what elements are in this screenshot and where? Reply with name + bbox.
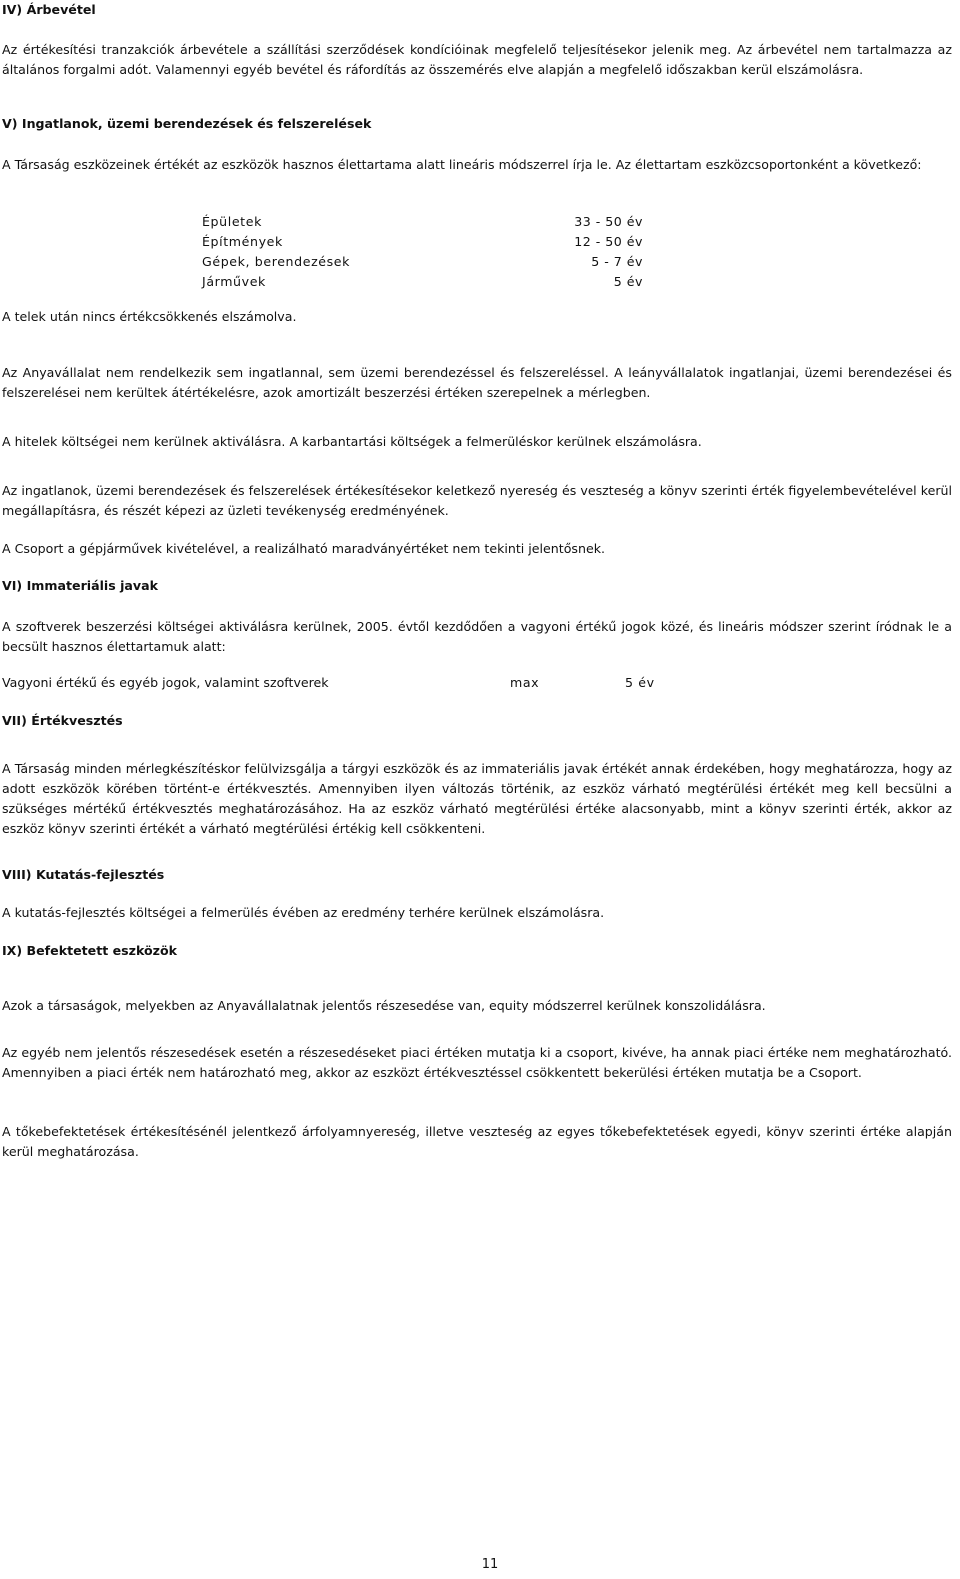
asset-name: Épületek bbox=[202, 214, 262, 229]
asset-name: Építmények bbox=[202, 234, 283, 249]
intangibles-row-label: Vagyoni értékű és egyéb jogok, valamint szoftverek bbox=[2, 675, 329, 690]
asset-lifetime: 12 - 50 év bbox=[574, 234, 643, 249]
heading-rnd: VIII) Kutatás-fejlesztés bbox=[2, 867, 165, 882]
asset-name: Járművek bbox=[202, 274, 266, 289]
page-number: 11 bbox=[481, 1557, 499, 1572]
rnd-paragraph-1: A kutatás-fejlesztés költségei a felmerülés évében az eredmény terhére kerülnek elszámolásra. bbox=[2, 905, 605, 920]
heading-property: V) Ingatlanok, üzemi berendezések és felszerelések bbox=[2, 116, 372, 131]
intangibles-row-max: max bbox=[510, 675, 540, 690]
asset-group-lifetimes bbox=[540, 212, 643, 292]
heading-investments: IX) Befektetett eszközök bbox=[2, 943, 178, 958]
property-paragraph-3: Az Anyavállalat nem rendelkezik sem ingatlannal, sem üzemi berendezéssel és felszereléssel. A leányvállalatok ingatlanjai, üzemi berendezései és felszerelései nem kerültek átértékelésre, azok amortizált beszerzési értéken szerepelnek a mérlegben. bbox=[2, 365, 952, 400]
heading-intangibles: VI) Immateriális javak bbox=[2, 578, 159, 593]
intangibles-row-value: 5 év bbox=[625, 675, 655, 690]
asset-name: Gépek, berendezések bbox=[202, 254, 351, 269]
property-paragraph-4: A hitelek költségei nem kerülnek aktiválásra. A karbantartási költségek a felmerüléskor kerülnek elszámolásra. bbox=[2, 434, 702, 449]
investments-paragraph-1: Azok a társaságok, melyekben az Anyavállalatnak jelentős részesedése van, equity módszerrel kerülnek konszolidálásra. bbox=[2, 998, 766, 1013]
asset-lifetime: 5 - 7 év bbox=[591, 254, 643, 269]
property-paragraph-1: A Társaság eszközeinek értékét az eszközök hasznos élettartama alatt lineáris módszerrel írja le. Az élettartam eszközcsoportonként a következő: bbox=[2, 157, 922, 172]
investments-paragraph-3: A tőkebefektetések értékesítésénél jelentkező árfolyamnyereség, illetve veszteség az egyes tőkebefektetések egyedi, könyv szerinti értéke alapján kerül meghatározása. bbox=[2, 1124, 952, 1159]
property-paragraph-5: Az ingatlanok, üzemi berendezések és felszerelések értékesítésekor keletkező nyereség és veszteség a könyv szerinti érték figyelembevételével kerül megállapításra, és részét képezi az üzleti tevékenység eredményének. bbox=[2, 483, 952, 518]
asset-group-names bbox=[202, 212, 350, 292]
impairment-paragraph-1: A Társaság minden mérlegkészítéskor felülvizsgálja a tárgyi eszközök és az immateriális javak értékét annak érdekében, hogy meghatározza, hogy az adott eszközök körében történt-e értékvesztés. Amennyiben ilyen változás történik, az eszköz várható megtérülési értékét meg kell becsülni a szükséges mértékű értékvesztés meghatározásához. Ha az eszköz várható megtérülési értéke alacsonyabb, mint a könyv szerinti érték, akkor az eszköz könyv szerinti értékét a várható megtérülési értékig kell csökkenteni. bbox=[2, 761, 952, 836]
asset-lifetime: 33 - 50 év bbox=[574, 214, 643, 229]
intangibles-paragraph-1: A szoftverek beszerzési költségei aktiválásra kerülnek, 2005. évtől kezdődően a vagyoni értékű jogok közé, és lineáris módszer szerint íródnak le a becsült hasznos élettartamuk alatt: bbox=[2, 619, 952, 654]
property-paragraph-6: A Csoport a gépjárművek kivételével, a realizálható maradványértéket nem tekinti jelentősnek. bbox=[2, 541, 605, 556]
revenue-paragraph-1: Az értékesítési tranzakciók árbevétele a szállítási szerződések kondícióinak megfelelő teljesítésekor jelenik meg. Az árbevétel nem tartalmazza az általános forgalmi adót. Valamennyi egyéb bevétel és ráfordítás az összemérés elve alapján a megfelelő időszakban kerül elszámolásra. bbox=[2, 42, 952, 77]
asset-lifetime: 5 év bbox=[613, 274, 643, 289]
property-paragraph-2: A telek után nincs értékcsökkenés elszámolva. bbox=[2, 309, 297, 324]
heading-impairment: VII) Értékvesztés bbox=[2, 713, 123, 728]
heading-revenue: IV) Árbevétel bbox=[2, 2, 96, 17]
investments-paragraph-2: Az egyéb nem jelentős részesedések esetén a részesedéseket piaci értéken mutatja ki a csoport, kivéve, ha annak piaci értéke nem meghatározható. Amennyiben a piaci érték nem határozható meg, akkor az eszközt értékvesztéssel csökkentett bekerülési értéken mutatja be a Csoport. bbox=[2, 1045, 952, 1080]
